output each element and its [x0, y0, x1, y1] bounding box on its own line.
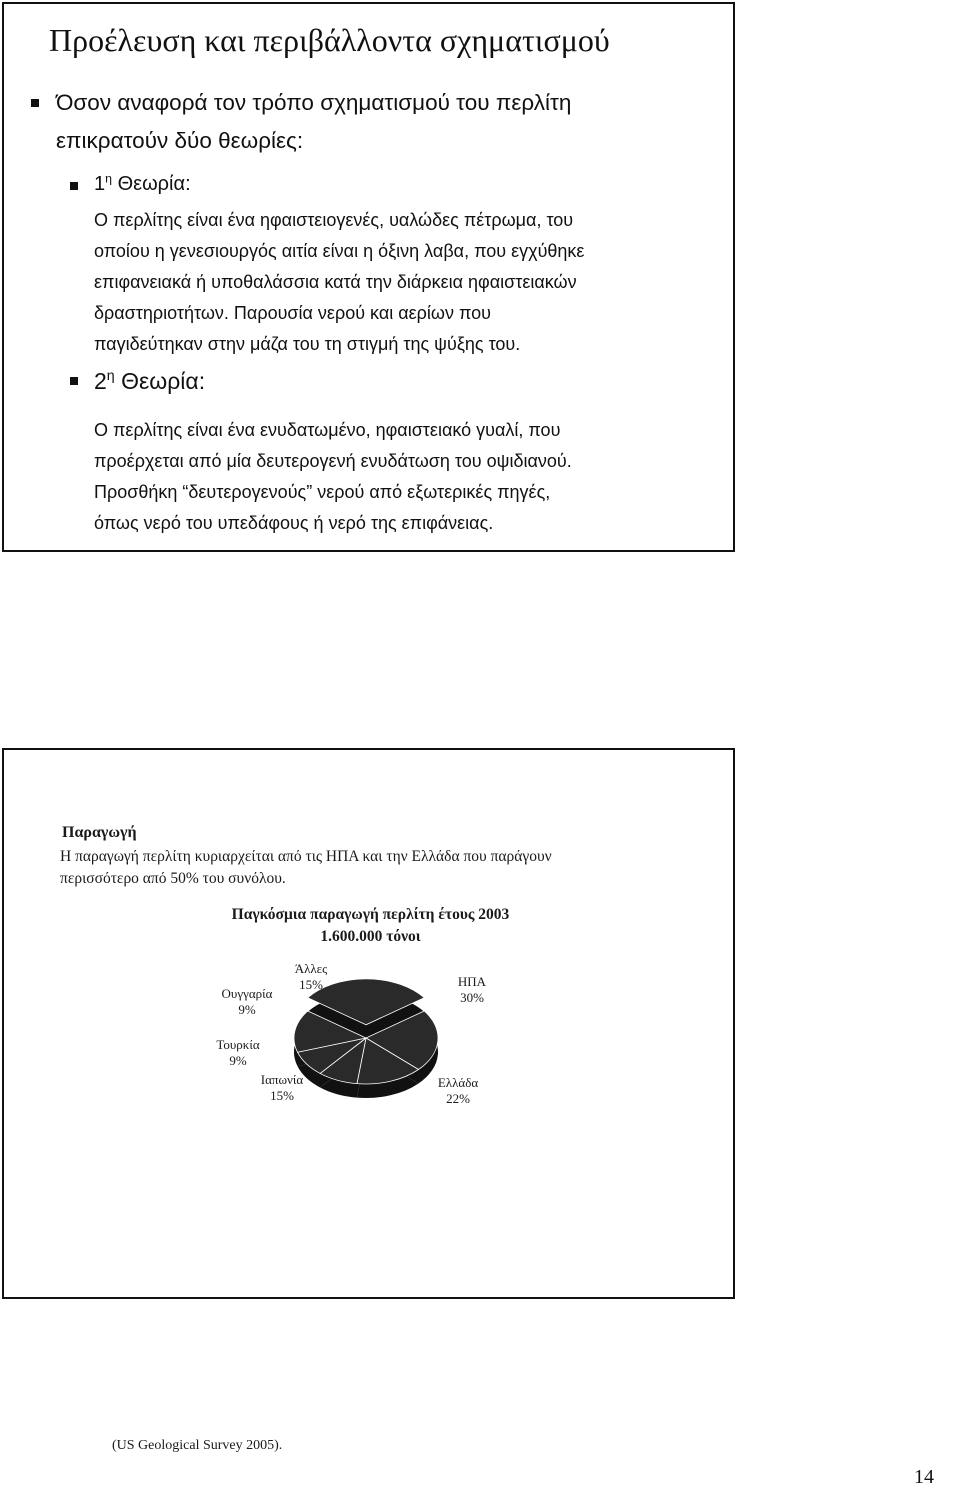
- theory1-heading: [94, 170, 191, 198]
- pie-chart: [4, 750, 737, 1301]
- pie-label-name-1: Ελλάδα: [437, 1075, 479, 1090]
- pie-label-1: [418, 1075, 498, 1107]
- pie-label-value-2: 15%: [270, 1088, 294, 1103]
- pie-label-value-0: 30%: [460, 990, 484, 1005]
- theory1-line-4: δραστηριοτήτων. Παρουσία νερού και αερίων που: [94, 303, 491, 323]
- theory1-superscript: η: [105, 171, 113, 186]
- intro-line-2: επικρατούν δύο θεωρίες:: [56, 128, 304, 153]
- theory1-label: Θεωρία:: [117, 173, 191, 195]
- slide-theories: [2, 2, 735, 552]
- production-text-line-2: περισσότερο από 50% του συνόλου.: [60, 870, 286, 887]
- production-text-line-1: Η παραγωγή περλίτη κυριαρχείται από τις ΗΠΑ και την Ελλάδα που παράγουν: [60, 848, 552, 865]
- theory2-line-1: Ο περλίτης είναι ένα ενυδατωμένο, ηφαιστειακό γυαλί, που: [94, 420, 561, 440]
- production-heading: Παραγωγή: [62, 824, 137, 841]
- theory2-number: 2: [94, 368, 107, 394]
- pie-label-name-2: Ιαπωνία: [260, 1072, 304, 1087]
- bullet-square-icon: [70, 182, 78, 190]
- theory2-superscript: η: [106, 368, 115, 385]
- pie-label-name-5: Άλλες: [294, 961, 328, 976]
- pie-label-value-3: 9%: [229, 1053, 247, 1068]
- theory2-label: Θεωρία:: [121, 368, 206, 394]
- chart-subtitle: 1.600.000 τόνοι: [320, 928, 421, 945]
- source-citation: (US Geological Survey 2005).: [112, 1438, 283, 1453]
- pie-label-name-0: ΗΠΑ: [457, 974, 487, 989]
- theory1-line-2: οποίου η γενεσιουργός αιτία είναι η όξινη λαβα, που εγχύθηκε: [94, 241, 585, 261]
- pie-label-5: [271, 961, 351, 993]
- pie-label-name-3: Τουρκία: [216, 1037, 260, 1052]
- pie-label-2: [242, 1072, 322, 1104]
- slide-production: [2, 748, 735, 1453]
- pie-label-value-4: 9%: [238, 1002, 256, 1017]
- theory1-number: 1: [94, 173, 106, 195]
- slide-title: Προέλευση και περιβάλλοντα σχηματισμού: [49, 22, 610, 58]
- pie-label-0: [432, 974, 512, 1006]
- theory2-line-2: προέρχεται από μία δευτερογενή ενυδάτωση του οψιδιανού.: [94, 451, 572, 471]
- theory1-line-5: παγιδεύτηκαν στην μάζα του τη στιγμή της ψύξης του.: [94, 334, 521, 354]
- theory1-line-3: επιφανειακά ή υποθαλάσσια κατά την διάρκεια ηφαιστειακών: [94, 272, 577, 292]
- bullet-square-icon: [31, 99, 39, 107]
- theory2-line-4: όπως νερό του υπεδάφους ή νερό της επιφάνειας.: [94, 513, 494, 533]
- theory2-line-3: Προσθήκη “δευτερογενούς” νερού από εξωτερικές πηγές,: [94, 482, 551, 502]
- chart-title: Παγκόσμια παραγωγή περλίτη έτους 2003: [231, 906, 510, 923]
- intro-line-1: Όσον αναφορά τον τρόπο σχηματισμού του περλίτη: [56, 90, 572, 115]
- bullet-square-icon: [70, 377, 78, 385]
- pie-label-name-4: Ουγγαρία: [221, 986, 273, 1001]
- page-number: 14: [914, 1466, 934, 1488]
- theory1-line-1: Ο περλίτης είναι ένα ηφαιστειογενές, υαλώδες πέτρωμα, του: [94, 210, 574, 230]
- pie-label-value-5: 15%: [299, 977, 323, 992]
- pie-label-3: [198, 1037, 278, 1069]
- theory2-heading: [94, 367, 205, 395]
- pie-label-value-1: 22%: [446, 1091, 470, 1106]
